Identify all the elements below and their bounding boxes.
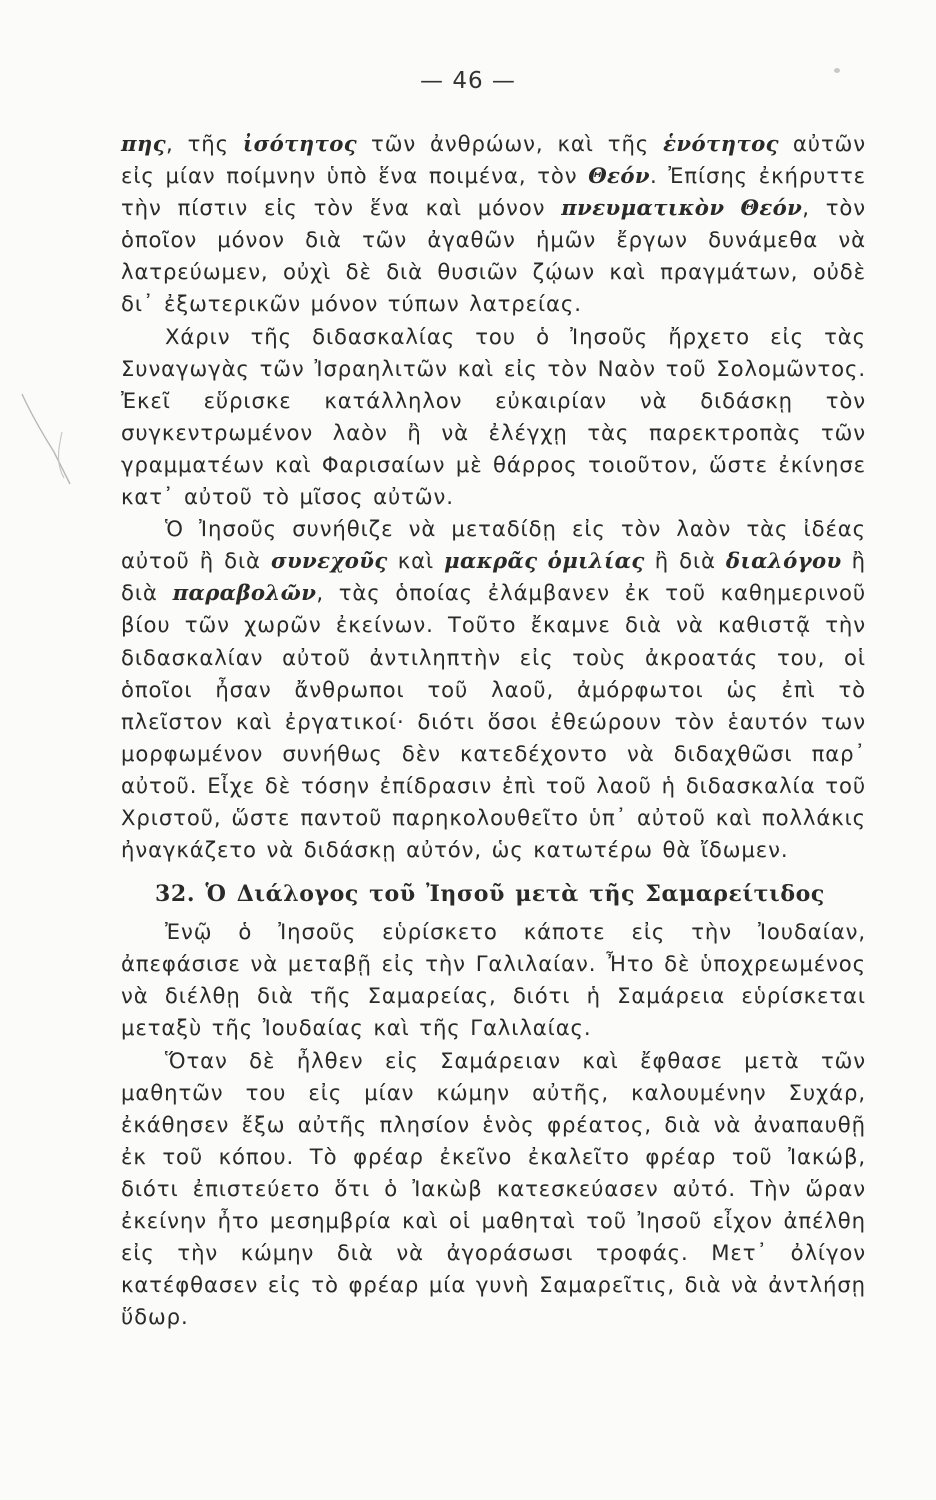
text-run: , τῆς (166, 131, 243, 156)
emphasis-word: πνευματικὸν Θεόν (561, 195, 803, 221)
text-run: , τὸν ὁποῖον μόνον διὰ τῶν ἀγαθῶν ἡμῶν ἔργων δυνάμεθα νὰ λατρεύωμεν, οὐχὶ δὲ διὰ θυσιῶν ζῴων καὶ πραγμάτων, οὐδὲ δι᾿ ἐξωτερικῶν μόνον τύπων λατρείας. (121, 195, 866, 317)
paragraph-4: Ἐνῷ ὁ Ἰησοῦς εὑρίσκετο κάποτε εἰς τὴν Ἰουδαίαν, ἀπεφάσισε νὰ μεταβῇ εἰς τὴν Γαλιλαίαν. Ἦτο δὲ ὑποχρεωμένος νὰ διέλθῃ διὰ τῆς Σαμαρείας, διότι ἡ Σαμάρεια εὑρίσκεται μεταξὺ τῆς Ἰουδαίας καὶ τῆς Γαλιλαίας. (121, 919, 866, 1041)
emphasis-word: διαλόγου (725, 548, 842, 574)
text-run: ἢ διὰ (644, 548, 726, 574)
text-run: Ὁ Ἰησοῦς συνήθιζε νὰ μεταδίδῃ εἰς τὸν λαὸν τὰς ἰδέας αὐτοῦ ἢ διὰ (121, 516, 866, 574)
paragraph-1 (121, 128, 866, 321)
text-run: ἢ διὰ (121, 548, 866, 606)
emphasis-word: ἰσότητος (242, 131, 358, 156)
paragraph-2: Χάριν τῆς διδασκαλίας του ὁ Ἰησοῦς ἤρχετο εἰς τὰς Συναγωγὰς τῶν Ἰσραηλιτῶν καὶ εἰς τὸν Ναὸν τοῦ Σολομῶντος. Ἐκεῖ εὕρισκε κατάλληλον εὐκαιρίαν νὰ διδάσκῃ τὸν συγκεντρωμένον λαὸν ἢ νὰ ἐλέγχῃ τὰς παρεκτροπὰς τῶν γραμματέων καὶ Φαρισαίων μὲ θάρρος τοιοῦτον, ὥστε ἐκίνησε κατ᾿ αὐτοῦ τὸ μῖσος αὐτῶν. (121, 323, 866, 510)
page-number: — 46 — (420, 68, 516, 94)
emphasis-word: Θεόν (588, 163, 650, 189)
paragraph-5: Ὅταν δὲ ἦλθεν εἰς Σαμάρειαν καὶ ἔφθασε μετὰ τῶν μαθητῶν του εἰς μίαν κώμην αὐτῆς, καλουμένην Συχάρ, ἐκάθησεν ἔξω αὐτῆς πλησίον ἑνὸς φρέατος, διὰ νὰ ἀναπαυθῇ ἐκ τοῦ κόπου. Τὸ φρέαρ ἐκεῖνο ἐκαλεῖτο φρέαρ τοῦ Ἰακώβ, διότι ἐπιστεύετο ὅτι ὁ Ἰακὼβ κατεσκεύασεν αὐτό. Τὴν ὥραν ἐκείνην ἦτο μεσημβρία καὶ οἱ μαθηταὶ τοῦ Ἰησοῦ εἶχον ἀπέλθη εἰς τὴν κώμην διὰ νὰ ἀγοράσωσι τροφάς. Μετ᾿ ὀλίγον κατέφθασεν εἰς τὸ φρέαρ μία γυνὴ Σαμαρεῖτις, διὰ νὰ ἀντλήσῃ ὕδωρ. (121, 1047, 866, 1330)
emphasis-word: μακρᾶς ὁμιλίας (444, 548, 645, 574)
text-run: καὶ (387, 548, 445, 574)
text-run: τῶν ἀνθρώων, καὶ τῆς (357, 131, 664, 156)
paragraph-3 (121, 513, 866, 866)
emphasis-word: ἑνότητος (663, 131, 779, 156)
margin-pencil-mark (18, 392, 80, 492)
section-heading: 32. Ὁ Διάλογος τοῦ Ἰησοῦ μετὰ τῆς Σαμαρείτιδος (155, 881, 825, 908)
emphasis-word: συνεχοῦς (270, 548, 388, 574)
text-run: , τὰς ὁποίας ἐλάμβανεν ἐκ τοῦ καθημερινοῦ βίου τῶν χωρῶν ἐκείνων. Τοῦτο ἔκαμνε διὰ νὰ καθιστᾷ τὴν διδασκαλίαν αὐτοῦ ἀντιληπτὴν εἰς τοὺς ἀκροατάς του, οἱ ὁποῖοι ἦσαν ἄνθρωποι τοῦ λαοῦ, ἀμόρφωτοι ὡς ἐπὶ τὸ πλεῖστον καὶ ἐργατικοί· διότι ὅσοι ἐθεώρουν τὸν ἑαυτόν των μορφωμένον συνήθως δὲν κατεδέχοντο νὰ διδαχθῶσι παρ᾿ αὐτοῦ. Εἶχε δὲ τόσην ἐπίδρασιν ἐπὶ τοῦ λαοῦ ἡ διδασκαλία τοῦ Χριστοῦ, ὥστε παντοῦ παρηκολουθεῖτο ὑπ᾿ αὐτοῦ καὶ πολλάκις ἠναγκάζετο νὰ διδάσκῃ αὐτόν, ὡς κατωτέρω θὰ ἴδωμεν. (121, 580, 867, 863)
emphasis-word: πης (121, 131, 167, 156)
text-run: . Ἐπίσης ἐκήρυττε τὴν πίστιν εἰς τὸν ἕνα καὶ μόνον (121, 163, 866, 221)
text-run: αὐτῶν εἰς μίαν ποίμνην ὑπὸ ἕνα ποιμένα, τὸν (121, 131, 866, 189)
body-text (121, 128, 866, 1333)
emphasis-word: παραβολῶν (172, 580, 317, 606)
